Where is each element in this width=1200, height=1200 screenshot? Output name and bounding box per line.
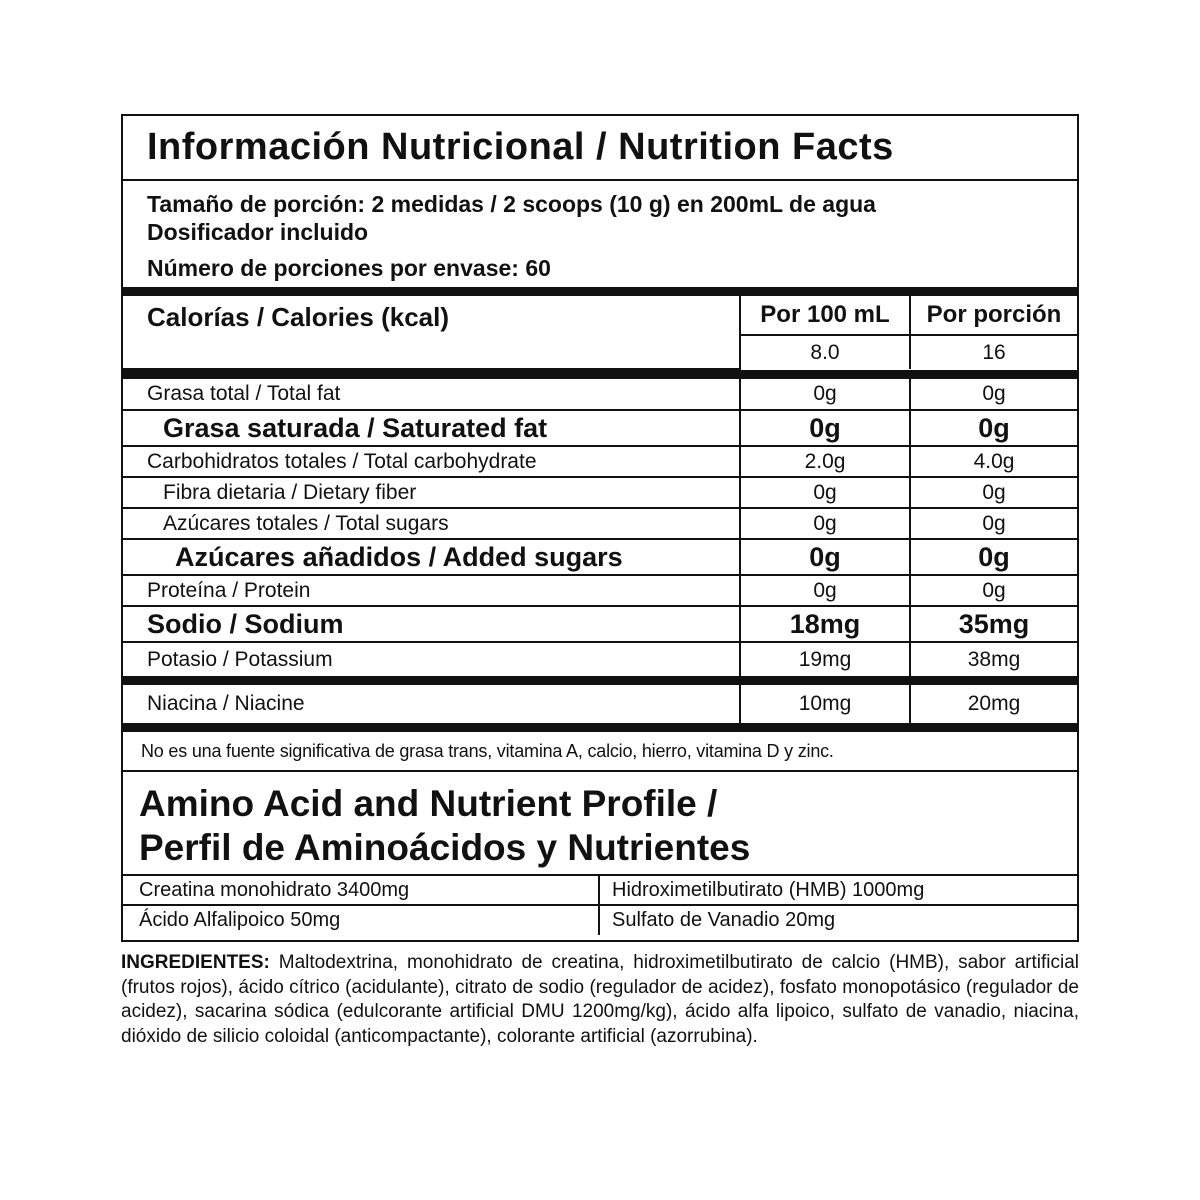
label-title: Información Nutricional / Nutrition Facts [123, 116, 1077, 181]
nutrient-per100: 0g [740, 575, 910, 606]
nutrient-portion: 0g [910, 539, 1077, 575]
calories-per100: 8.0 [740, 335, 910, 369]
amino-table [123, 874, 1077, 935]
nutrition-label [121, 114, 1079, 942]
calories-table [123, 296, 1077, 370]
table-row [123, 875, 1077, 905]
nutrient-per100: 18mg [740, 606, 910, 642]
calories-label: Calorías / Calories (kcal) [123, 296, 740, 369]
nutrient-name: Grasa total / Total fat [123, 379, 740, 410]
nutrient-portion: 38mg [910, 642, 1077, 676]
table-row [123, 410, 1077, 446]
dispenser-note: Dosificador incluido [147, 219, 369, 245]
serving-info [123, 181, 1077, 287]
amino-title-line1: Amino Acid and Nutrient Profile / [139, 783, 718, 824]
ingredients-text [121, 951, 1079, 1049]
nutrient-per100: 0g [740, 410, 910, 446]
nutrient-name: Fibra dietaria / Dietary fiber [123, 477, 740, 508]
amino-item: Creatina monohidrato 3400mg [123, 875, 599, 905]
amino-item: Sulfato de Vanadio 20mg [599, 905, 1077, 935]
nutrient-per100: 2.0g [740, 446, 910, 477]
nutrient-portion: 0g [910, 508, 1077, 539]
nutrient-portion: 0g [910, 410, 1077, 446]
amino-item: Ácido Alfalipoico 50mg [139, 909, 341, 931]
footnote: No es una fuente significativa de grasa trans, vitamina A, calcio, hierro, vitamina D y zinc. [123, 732, 1077, 772]
thick-divider [123, 723, 1077, 732]
nutrient-portion: 20mg [910, 685, 1077, 723]
ingredients-list: Maltodextrina, monohidrato de creatina, hidroximetilbutirato de calcio (HMB), sabor artificial (frutos rojos), ácido cítrico (acidulante), citrato de sodio (regulador de acidez), fosfato monopotásico (regulador de acidez), sacarina sódica (edulcorante artificial DMU 1200mg/kg), ácido alfa lipoico, sulfato de vanadio, niacina, dióxido de silicio coloidal (anticompactante), colorante artificial (azorrubina). [121, 952, 1079, 1047]
nutrient-portion: 0g [910, 379, 1077, 410]
nutrient-name: Azúcares añadidos / Added sugars [123, 539, 740, 575]
nutrient-name: Carbohidratos totales / Total carbohydrate [123, 446, 740, 477]
nutrient-per100: 0g [740, 379, 910, 410]
vitamins-table [123, 685, 1077, 723]
nutrient-portion: 0g [910, 477, 1077, 508]
table-row [123, 539, 1077, 575]
thick-divider [123, 370, 1077, 379]
table-row [123, 508, 1077, 539]
table-row [123, 685, 1077, 723]
table-row [123, 477, 1077, 508]
col-header-portion: Por porción [910, 296, 1077, 335]
nutrient-per100: 19mg [740, 642, 910, 676]
nutrient-per100: 10mg [740, 685, 910, 723]
amino-profile-title [123, 772, 1077, 874]
table-row [123, 606, 1077, 642]
servings-per-container: Número de porciones por envase: 60 [147, 255, 551, 281]
nutrient-portion: 4.0g [910, 446, 1077, 477]
table-row [123, 446, 1077, 477]
nutrient-name: Grasa saturada / Saturated fat [123, 410, 740, 446]
table-row [123, 642, 1077, 676]
amino-title-line2: Perfil de Aminoácidos y Nutrientes [139, 827, 751, 868]
nutrient-per100: 0g [740, 508, 910, 539]
nutrient-name: Proteína / Protein [123, 575, 740, 606]
col-header-per100: Por 100 mL [740, 296, 910, 335]
nutrient-portion: 35mg [910, 606, 1077, 642]
nutrient-per100: 0g [740, 539, 910, 575]
nutrient-per100: 0g [740, 477, 910, 508]
table-row [123, 379, 1077, 410]
amino-item: Hidroximetilbutirato (HMB) 1000mg [599, 875, 1077, 905]
thick-divider [123, 676, 1077, 685]
table-row [123, 905, 1077, 935]
nutrient-name: Niacina / Niacine [147, 692, 305, 715]
calories-portion: 16 [910, 335, 1077, 369]
thick-divider [123, 287, 1077, 296]
nutrient-name: Azúcares totales / Total sugars [123, 508, 740, 539]
ingredients-label: INGREDIENTES: [121, 952, 270, 973]
nutrient-name: Sodio / Sodium [123, 606, 740, 642]
nutrient-portion: 0g [910, 575, 1077, 606]
table-row [123, 575, 1077, 606]
serving-size: Tamaño de porción: 2 medidas / 2 scoops (10 g) en 200mL de agua [147, 191, 876, 217]
nutrients-table [123, 379, 1077, 676]
nutrient-name: Potasio / Potassium [147, 647, 333, 671]
